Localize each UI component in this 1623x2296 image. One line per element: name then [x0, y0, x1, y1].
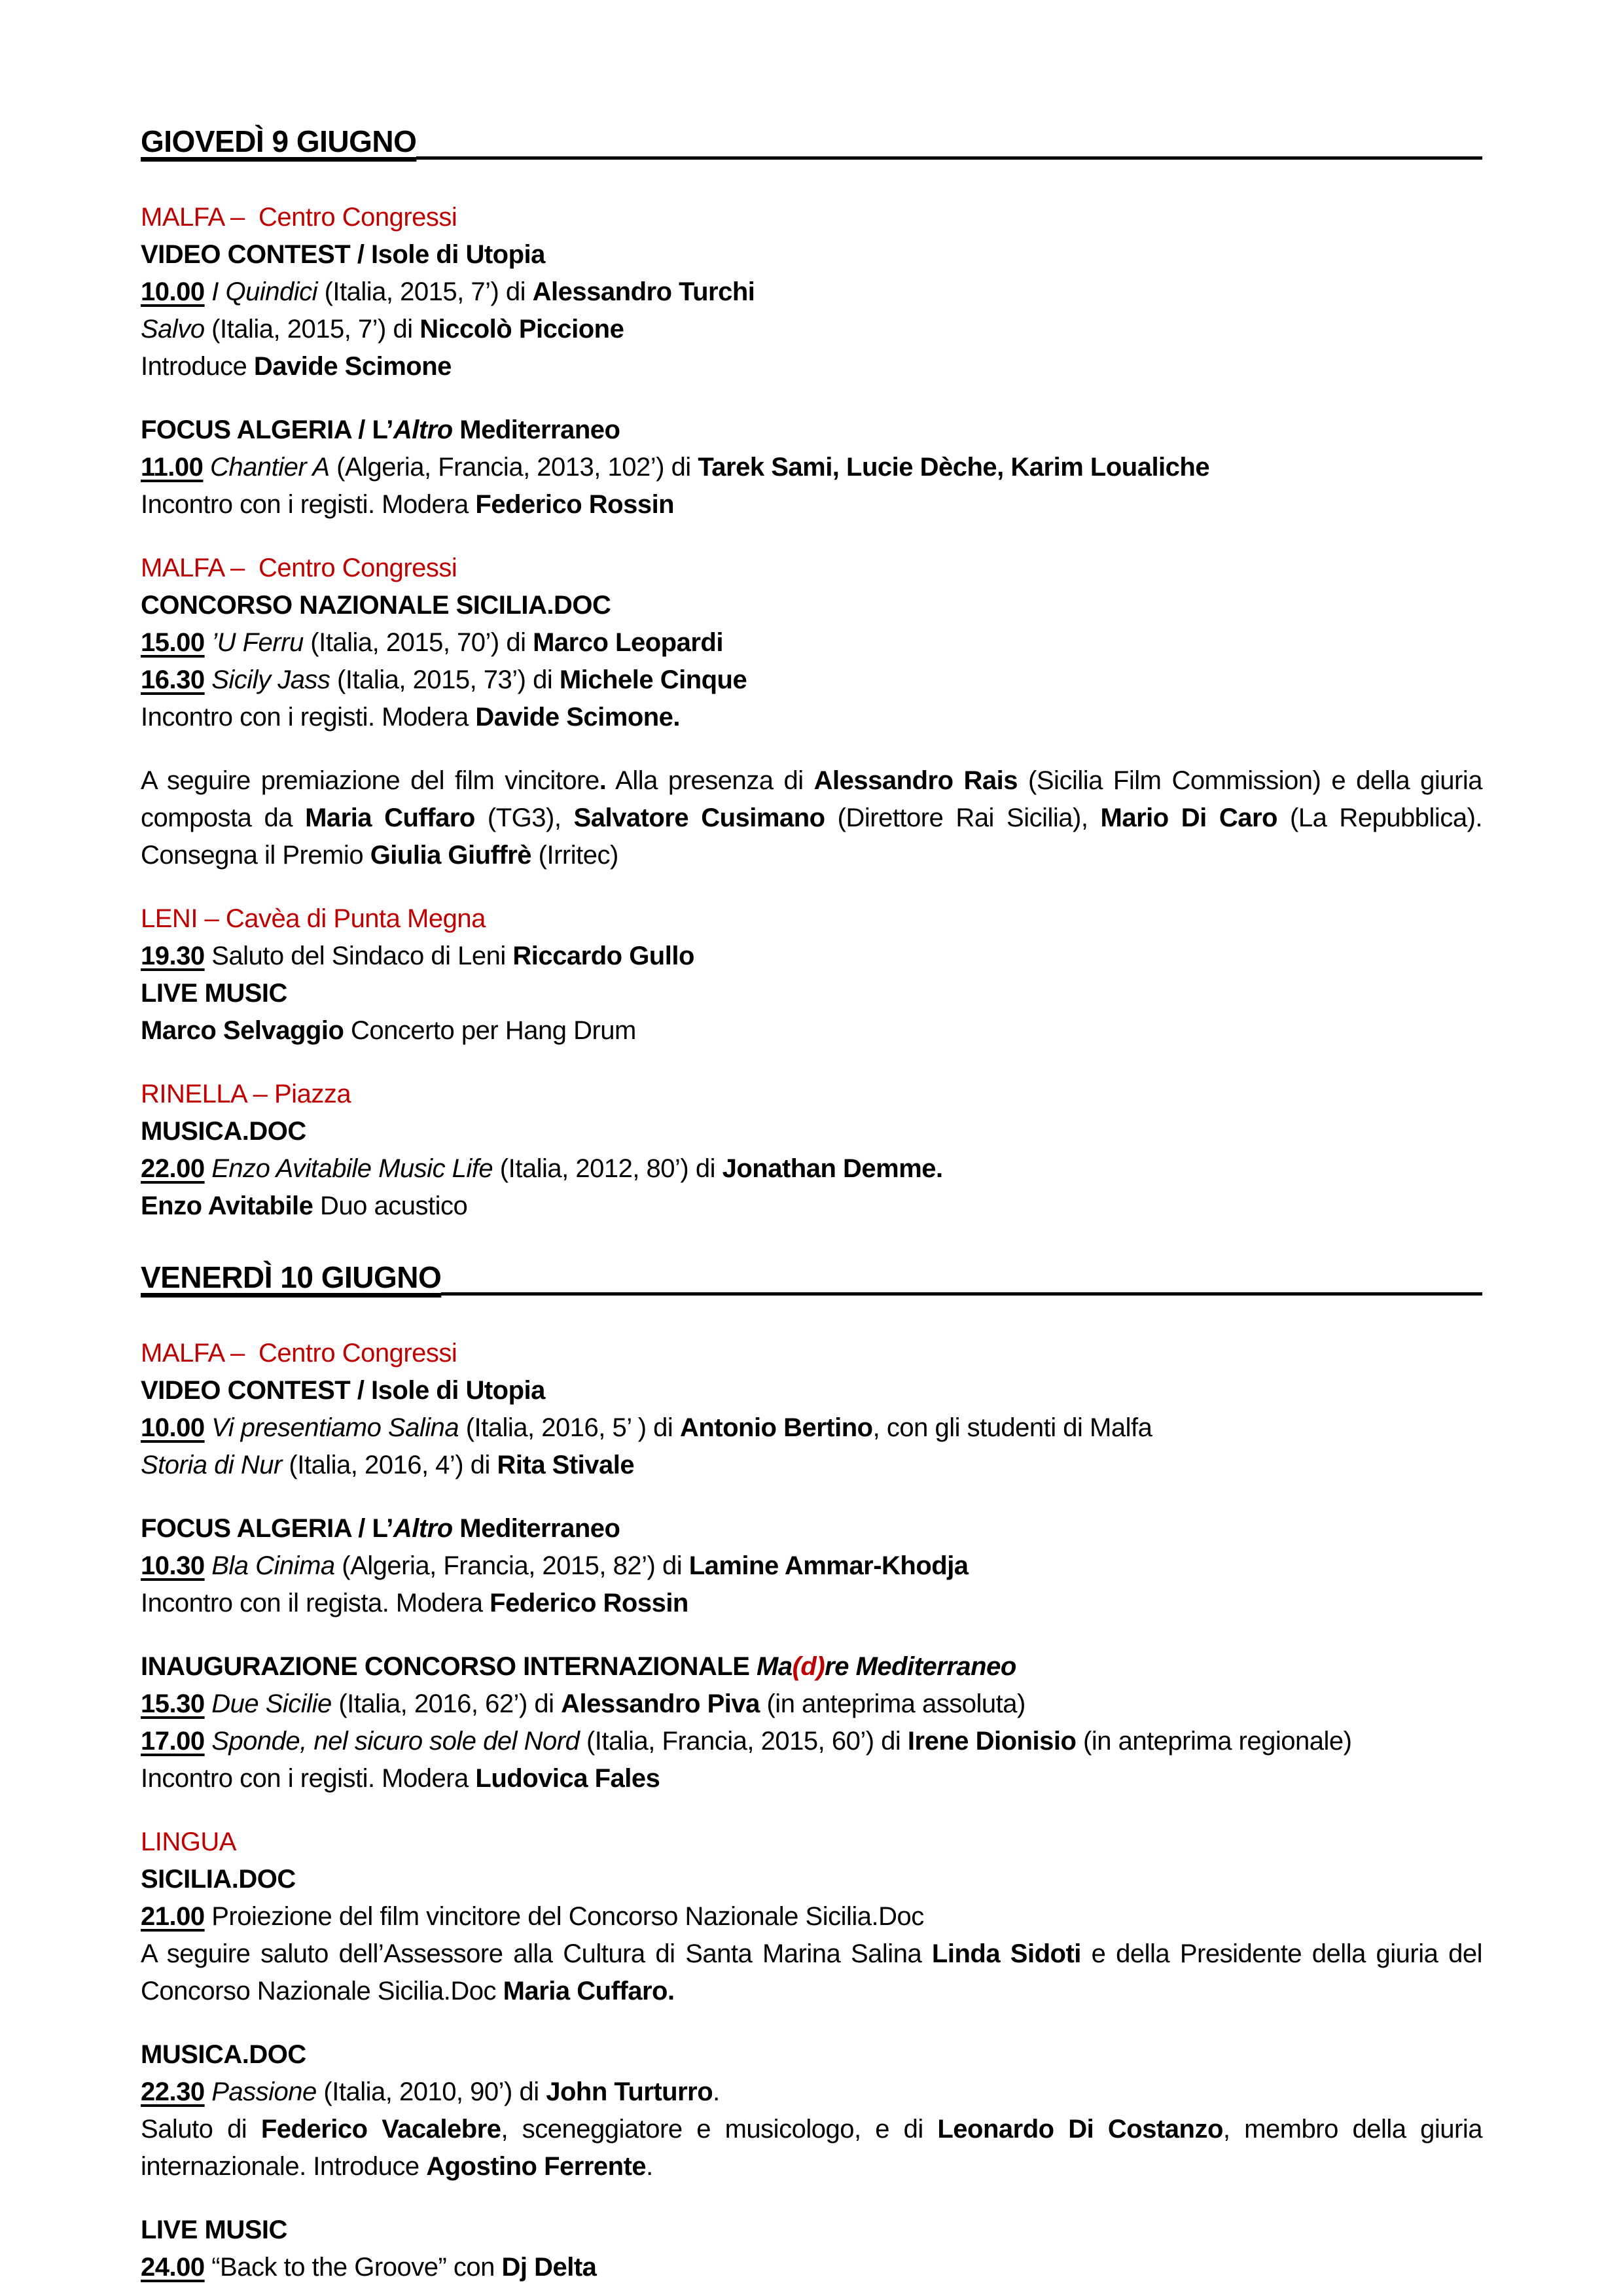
text: A seguire saluto dell’Assessore alla Cultura di Santa Marina Salina	[141, 1939, 932, 1968]
text: , sceneggiatore e musicologo, e di	[501, 2115, 938, 2144]
text: .	[713, 2077, 720, 2106]
event-block	[141, 2212, 1482, 2286]
emphasis-title: Ma	[757, 1652, 793, 1681]
day-heading	[141, 1258, 1482, 1297]
text	[205, 277, 212, 306]
event-line	[141, 486, 1482, 523]
text	[205, 2077, 212, 2106]
emphasis-text: Marco Selvaggio	[141, 1016, 344, 1045]
event-line	[141, 2111, 1482, 2185]
emphasis-text: Leonardo Di Costanzo	[937, 2115, 1223, 2144]
event-line	[141, 587, 1482, 624]
event-line	[141, 1510, 1482, 1547]
time: 10.00	[141, 1413, 205, 1442]
event-lines	[141, 1113, 1482, 1225]
emphasis-text: FOCUS ALGERIA / L’	[141, 415, 393, 444]
emphasis-text: Salvatore Cusimano	[573, 804, 825, 832]
time: 19.30	[141, 942, 205, 970]
event-block	[141, 1076, 1482, 1225]
emphasis-text: Davide Scimone.	[475, 703, 681, 732]
time: 21.00	[141, 1902, 205, 1931]
emphasis-text: Maria Cuffaro	[305, 804, 475, 832]
event-line	[141, 1012, 1482, 1050]
emphasis-text: Mediterraneo	[452, 1514, 620, 1543]
text: (Italia, 2016, 4’) di	[281, 1451, 497, 1479]
emphasis-title: re Mediterraneo	[825, 1652, 1016, 1681]
event-line	[141, 449, 1482, 486]
emphasis-text: Dj Delta	[501, 2253, 597, 2282]
emphasis-text: MUSICA.DOC	[141, 1117, 306, 1146]
emphasis-text: Agostino Ferrente	[426, 2152, 647, 2181]
event-line	[141, 762, 1482, 874]
emphasis-text: Davide Scimone	[253, 352, 452, 381]
film-title: Storia di Nur	[141, 1451, 282, 1479]
film-title: Due Sicilie	[211, 1689, 332, 1718]
venue-heading: LINGUA	[141, 1828, 236, 1856]
day-section	[141, 122, 1482, 1225]
event-line	[141, 1150, 1482, 1188]
emphasis-text: Federico Vacalebre	[260, 2115, 501, 2144]
venue-heading: LENI – Cavèa di Punta Megna	[141, 904, 486, 933]
emphasis-text: Giulia Giuffrè	[370, 841, 532, 870]
film-title: Passione	[211, 2077, 317, 2106]
time: 11.00	[141, 453, 204, 482]
event-lines	[141, 762, 1482, 874]
event-line	[141, 1686, 1482, 1723]
text: Introduce	[141, 352, 254, 381]
event-lines	[141, 2036, 1482, 2185]
event-line	[141, 662, 1482, 699]
event-line	[141, 348, 1482, 385]
emphasis-text: Ludovica Fales	[475, 1764, 660, 1793]
film-title: Salvo	[141, 315, 205, 344]
text: Alla presenza di	[606, 766, 814, 795]
text: Incontro con i registi. Modera	[141, 490, 476, 519]
event-block	[141, 550, 1482, 736]
time: 15.30	[141, 1689, 205, 1718]
event-lines	[141, 938, 1482, 1050]
event-line	[141, 1898, 1482, 1935]
text	[205, 1154, 212, 1183]
emphasis-text: Irene Dionisio	[907, 1727, 1077, 1756]
time: 22.30	[141, 2077, 205, 2106]
time: 22.00	[141, 1154, 205, 1183]
text: A seguire premiazione del film vincitore	[141, 766, 599, 795]
event-block	[141, 1648, 1482, 1797]
event-line	[141, 2074, 1482, 2111]
time: 10.30	[141, 1551, 205, 1580]
event-block	[141, 1335, 1482, 1484]
text: (Italia, 2015, 70’) di	[303, 628, 533, 657]
event-lines	[141, 1372, 1482, 1484]
text: Incontro con i registi. Modera	[141, 1764, 476, 1793]
day-section	[141, 1258, 1482, 2286]
text: , membro della giuria internazionale. Introduce	[141, 2115, 1482, 2181]
film-title: Sicily Jass	[211, 665, 330, 694]
emphasis-text: Rita Stivale	[497, 1451, 635, 1479]
event-line	[141, 1447, 1482, 1484]
event-line	[141, 1372, 1482, 1409]
text: (Italia, 2012, 80’) di	[493, 1154, 722, 1183]
time: 16.30	[141, 665, 205, 694]
event-line	[141, 1723, 1482, 1760]
time: 15.00	[141, 628, 205, 657]
event-line	[141, 624, 1482, 662]
event-lines	[141, 1648, 1482, 1797]
emphasis-text: Enzo Avitabile	[141, 1192, 313, 1220]
time: 17.00	[141, 1727, 205, 1756]
text: (Direttore Rai Sicilia),	[825, 804, 1101, 832]
text: (Algeria, Francia, 2013, 102’) di	[329, 453, 698, 482]
film-title: Vi presentiamo Salina	[211, 1413, 459, 1442]
text: (Sicilia Film Commission) e della giuria composta da	[141, 766, 1482, 832]
emphasis-text: Maria Cuffaro.	[503, 1977, 675, 2005]
emphasis-text: LIVE MUSIC	[141, 2216, 287, 2244]
emphasis-text: Linda Sidoti	[931, 1939, 1081, 1968]
text: Concerto per Hang Drum	[344, 1016, 636, 1045]
emphasis-text: Marco Leopardi	[533, 628, 723, 657]
time: 24.00	[141, 2253, 205, 2282]
text: Duo acustico	[313, 1192, 468, 1220]
text: Saluto del Sindaco di Leni	[204, 942, 513, 970]
emphasis-text: Lamine Ammar-Khodja	[688, 1551, 969, 1580]
emphasis-text: Mediterraneo	[452, 415, 620, 444]
event-lines	[141, 1861, 1482, 2010]
emphasis-text: MUSICA.DOC	[141, 2040, 306, 2069]
emphasis-text: Tarek Sami, Lucie Dèche, Karim Loualiche	[698, 453, 1210, 482]
emphasis-text: INAUGURAZIONE CONCORSO INTERNAZIONALE	[141, 1652, 757, 1681]
emphasis-text: Alessandro Piva	[561, 1689, 760, 1718]
emphasis-text: Niccolò Piccione	[419, 315, 624, 344]
emphasis-text: VIDEO CONTEST / Isole di Utopia	[141, 1376, 545, 1405]
emphasis-text: Federico Rossin	[475, 490, 675, 519]
text: , con gli studenti di Malfa	[872, 1413, 1152, 1442]
text	[205, 1689, 212, 1718]
text: Proiezione del film vincitore del Concorso Nazionale Sicilia.Doc	[204, 1902, 924, 1931]
event-line	[141, 2036, 1482, 2074]
film-title: I Quindici	[211, 277, 317, 306]
text: (Algeria, Francia, 2015, 82’) di	[334, 1551, 689, 1580]
text: (Italia, 2015, 7’) di	[317, 277, 533, 306]
event-line	[141, 1113, 1482, 1150]
emphasis-text: .	[599, 766, 607, 795]
emphasis-text: FOCUS ALGERIA / L’	[141, 1514, 393, 1543]
text	[205, 628, 212, 657]
emphasis-text: Jonathan Demme.	[722, 1154, 943, 1183]
text: .	[646, 2152, 653, 2181]
emphasis-title: Altro	[393, 1514, 453, 1543]
text	[205, 1551, 212, 1580]
venue-heading: MALFA – Centro Congressi	[141, 554, 457, 582]
event-lines	[141, 1510, 1482, 1622]
text: (Italia, 2010, 90’) di	[316, 2077, 546, 2106]
day-heading-text: VENERDÌ 10 GIUGNO	[141, 1260, 442, 1294]
event-line	[141, 236, 1482, 274]
event-line	[141, 412, 1482, 449]
emphasis-title-red: (d)	[792, 1652, 825, 1681]
event-block	[141, 199, 1482, 385]
film-title: Enzo Avitabile Music Life	[211, 1154, 493, 1183]
event-line	[141, 975, 1482, 1012]
event-lines	[141, 2212, 1482, 2286]
event-lines	[141, 236, 1482, 385]
event-line	[141, 1409, 1482, 1447]
event-lines	[141, 412, 1482, 523]
film-title: Bla Cinima	[211, 1551, 335, 1580]
emphasis-text: Federico Rossin	[490, 1589, 688, 1617]
event-block	[141, 2036, 1482, 2185]
film-title: Chantier A	[210, 453, 330, 482]
event-line	[141, 1648, 1482, 1686]
emphasis-title: Altro	[393, 415, 453, 444]
text: e della Presidente della giuria del Concorso Nazionale Sicilia.Doc	[141, 1939, 1482, 2005]
program-days	[141, 122, 1482, 2286]
emphasis-text: Antonio Bertino	[679, 1413, 873, 1442]
emphasis-text: LIVE MUSIC	[141, 979, 287, 1008]
event-line	[141, 1188, 1482, 1225]
event-line	[141, 699, 1482, 736]
text: (Italia, 2015, 73’) di	[330, 665, 560, 694]
event-line	[141, 1760, 1482, 1797]
emphasis-text: Riccardo Gullo	[512, 942, 694, 970]
emphasis-text: CONCORSO NAZIONALE SICILIA.DOC	[141, 591, 611, 620]
event-block	[141, 1510, 1482, 1622]
event-line	[141, 2212, 1482, 2249]
emphasis-text: Mario Di Caro	[1100, 804, 1277, 832]
emphasis-text: VIDEO CONTEST / Isole di Utopia	[141, 240, 545, 269]
film-title: ’U Ferru	[211, 628, 304, 657]
text: (TG3),	[474, 804, 574, 832]
text: Incontro con il regista. Modera	[141, 1589, 490, 1617]
venue-heading: RINELLA – Piazza	[141, 1080, 351, 1108]
venue-heading: MALFA – Centro Congressi	[141, 203, 457, 232]
emphasis-text: John Turturro	[546, 2077, 713, 2106]
text: (in anteprima assoluta)	[759, 1689, 1026, 1718]
event-line	[141, 1585, 1482, 1622]
venue-heading: MALFA – Centro Congressi	[141, 1339, 457, 1368]
text: (Irritec)	[531, 841, 618, 870]
text	[203, 453, 210, 482]
event-line	[141, 274, 1482, 311]
day-heading-text: GIOVEDÌ 9 GIUGNO	[141, 124, 417, 158]
text: Saluto di	[141, 2115, 261, 2144]
event-block	[141, 900, 1482, 1050]
day-heading	[141, 122, 1482, 161]
text: (La Repubblica). Consegna il Premio	[141, 804, 1482, 870]
time: 10.00	[141, 277, 205, 306]
event-block	[141, 412, 1482, 523]
text	[205, 1413, 212, 1442]
event-line	[141, 2249, 1482, 2286]
event-lines	[141, 587, 1482, 736]
text	[205, 1727, 212, 1756]
event-block	[141, 762, 1482, 874]
text: (Italia, 2015, 7’) di	[204, 315, 420, 344]
event-block	[141, 1824, 1482, 2010]
text: (in anteprima regionale)	[1076, 1727, 1352, 1756]
film-title: Sponde, nel sicuro sole del Nord	[211, 1727, 580, 1756]
text: “Back to the Groove” con	[204, 2253, 502, 2282]
text: (Italia, Francia, 2015, 60’) di	[579, 1727, 908, 1756]
day-events	[141, 1335, 1482, 2286]
text	[205, 665, 212, 694]
day-events	[141, 199, 1482, 1225]
emphasis-text: SICILIA.DOC	[141, 1865, 296, 1894]
text: (Italia, 2016, 5’ ) di	[459, 1413, 680, 1442]
event-line	[141, 1861, 1482, 1898]
emphasis-text: Alessandro Turchi	[532, 277, 755, 306]
event-line	[141, 311, 1482, 348]
event-line	[141, 1547, 1482, 1585]
emphasis-text: Michele Cinque	[559, 665, 747, 694]
emphasis-text: Alessandro Rais	[813, 766, 1018, 795]
event-line	[141, 938, 1482, 975]
text: Incontro con i registi. Modera	[141, 703, 476, 732]
event-line	[141, 1935, 1482, 2010]
text: (Italia, 2016, 62’) di	[331, 1689, 562, 1718]
